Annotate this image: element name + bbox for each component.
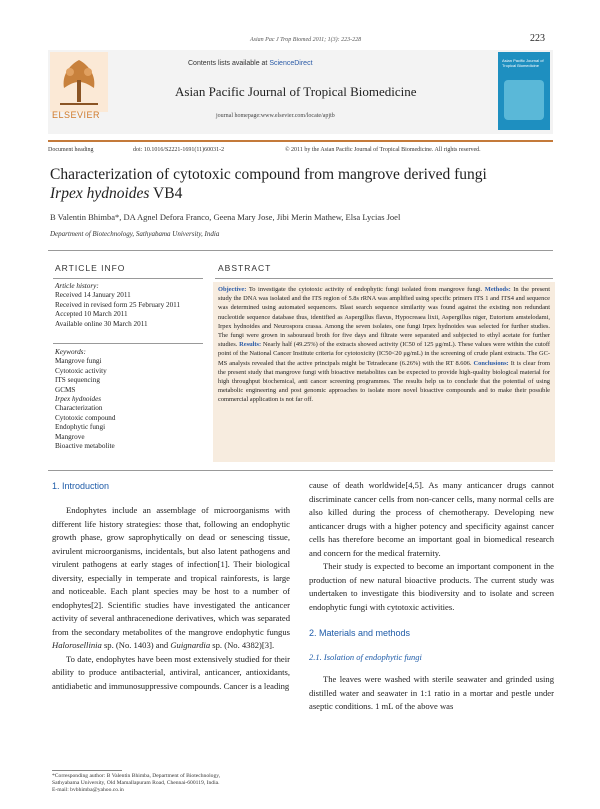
keyword-item: Endophytic fungi [55, 423, 106, 432]
title-strain: VB4 [149, 185, 183, 202]
cover-graphic [504, 80, 544, 120]
article-title [50, 165, 487, 203]
journal-cover-image [498, 52, 550, 130]
keyword-item: Bioactive metabolite [55, 442, 115, 451]
copyright: © 2011 by the Asian Pacific Journal of Tropical Biomedicine. All rights reserved. [285, 147, 481, 153]
affiliation: Department of Biotechnology, Sathyabama University, India [50, 230, 220, 238]
masthead [48, 50, 553, 134]
intro-genus-1: Halorosellinia [52, 640, 102, 650]
objective-label: Objective: [218, 286, 247, 293]
journal-homepage[interactable]: journal homepage:www.elsevier.com/locate/apjtb [216, 113, 335, 119]
keyword-item: GCMS [55, 385, 76, 394]
masthead-rule [48, 140, 553, 142]
intro-p1-mid: sp. (No. 1403) and [101, 640, 171, 650]
objective-text: To investigate the cytotoxic activity of endophytic fungi isolated from mangrove fungi. [246, 286, 483, 293]
keyword-item: Irpex hydnoides [55, 395, 102, 404]
keyword-item: Characterization [55, 404, 103, 413]
sciencedirect-link[interactable]: ScienceDirect [269, 60, 313, 67]
methods-text: In the present study the DNA was isolated and the ITS region of 5.8s rRNA was amplified using specific primers ITS 1 and ITS4 and sequence was determined using automated sequencers. Blast search sequence similarity was found against the existing non redundant nucleotide sequence database thus, identified as Aspergillus flavus, Hypocreaea lixii, Aspergillus niger, Eutorium amstelodami, Irpex hydnoides and Neurospora crassa. Among the seven isolates, one fungi Irpex hydnoides was selected for further studies. The fungi were grown in sabouraud broth for five days and filtrate were separated and subjected to ethyl acetate for further studies. [218, 286, 550, 349]
results-label: Results: [239, 341, 262, 349]
conclusions-text: It is clear from the present study that mangrove fungi with bioactive metabolites can be expected to provide high-quality biological material for high throughput biochemical, anti cancer screening programmes. The results help us to conclude that the potential of using metabolic engineering and post genomic approaches to isolate more novel bioactive compounds and to make their possible commercial application is not far off. [218, 359, 550, 404]
title-species: Irpex hydnoides [50, 185, 150, 202]
keyword-item: Cytotoxic activity [55, 366, 107, 375]
article-info-rule [53, 278, 203, 279]
methods-column [309, 673, 554, 714]
keyword-item: Cytotoxic compound [55, 413, 116, 422]
methods-heading: 2. Materials and methods [309, 628, 411, 638]
keyword-item: Mangrove fungi [55, 357, 102, 366]
article-info-heading: ARTICLE INFO [55, 263, 126, 273]
history-revised: Received in revised form 25 February 2011 [55, 300, 181, 309]
keywords [55, 348, 205, 451]
footnote-email: E-mail: bvbhimba@yahoo.co.in [52, 787, 124, 793]
footnote [52, 773, 292, 794]
footnote-rule [52, 770, 122, 771]
affiliation-rule [48, 250, 553, 251]
page-number: 223 [530, 33, 545, 44]
footnote-line-2: Sathyabama University, Old Mamallapuram Road, Chennai-600119, India. [52, 780, 220, 786]
keywords-rule [53, 343, 203, 344]
history-received: Received 14 January 2011 [55, 291, 131, 300]
abstract-text [213, 282, 555, 408]
title-line-1: Characterization of cytotoxic compound from mangrove derived fungi [50, 166, 487, 183]
keyword-item: ITS sequencing [55, 376, 100, 385]
history-accepted: Accepted 10 March 2011 [55, 310, 128, 319]
intro-paragraph-1 [52, 504, 290, 653]
doi: doi: 10.1016/S2221-1691(11)60031-2 [133, 147, 225, 153]
document-heading: Document heading [48, 147, 94, 153]
intro-heading: 1. Introduction [52, 481, 110, 491]
publisher-name: ELSEVIER [52, 110, 101, 120]
keywords-label: Keywords: [55, 348, 86, 356]
cover-title: Asian Pacific Journal of Tropical Biomedicine [502, 58, 544, 68]
abstract-heading: ABSTRACT [218, 263, 272, 273]
intro-genus-2: Guignardia [170, 640, 211, 650]
footnote-line-1: *Corresponding author: B Valentin Bhimba, Department of Biotechnology, [52, 773, 221, 779]
contents-line [188, 60, 313, 67]
intro-left-column [52, 504, 290, 693]
conclusions-label: Conclusions: [473, 359, 509, 367]
abstract-bottom-rule [48, 470, 553, 471]
intro-p1-text: Endophytes include an assemblage of microorganisms with different life history strategies: those that, following an endophytic growth phase, grow saprophytically on dead or senescing tissue, avirulent microorganisms, incidentals, but also latent pathogens and virulent pathogens at early stages of infection[1]. Their biological diversity, especially in temperate and tropical rainforests, is large and noticeable. Each plant species may be host to a number of endophytes[2]. Scientific studies have investigated the anticancer activity of several anthracenedione derivatives, which was separated from the secondary metabolites of the mangrove endophytic fungus [52, 505, 290, 637]
history-online: Available online 30 March 2011 [55, 319, 148, 328]
intro-right-paragraph-1: cause of death worldwide[4,5]. As many anticancer drugs cannot discriminate cancer cells from non-cancer cells, many normal cells are also killed during the process of chemotherapy. Developing new anticancer drugs with a higher potency and specificity against cancer cells has therefore become an important goal in biomedical research and concern for the medical fraternity. [309, 480, 554, 558]
journal-name: Asian Pacific Journal of Tropical Biomedicine [175, 84, 417, 99]
authors: B Valentin Bhimba*, DA Agnel Defora Franco, Geena Mary Jose, Jibi Merin Mathew, Elsa Lycias Joel [50, 212, 401, 222]
contents-prefix: Contents lists available at [188, 60, 270, 67]
methods-subheading: 2.1. Isolation of endophytic fungi [309, 652, 422, 662]
running-header-ref: Asian Pac J Trop Biomed 2011; 1(3): 223-228 [250, 37, 362, 43]
abstract-rule [215, 278, 553, 279]
intro-right-paragraph-2: Their study is expected to become an important component in the production of new natural bioactive products. The current study was undertaken to investigate this biodiversity and to isolate and screen endophytic fungi with cytotoxic activities. [309, 561, 554, 612]
intro-p1-end: sp. (No. 4382)[3]. [210, 640, 275, 650]
keyword-item: Mangrove [55, 432, 85, 441]
intro-right-column [309, 479, 554, 614]
abstract-box [213, 282, 555, 462]
results-text: Nearly half (49.25%) of the extracts showed activity (IC50 of 125 μg/mL). These values were within the cutoff point of the National Cancer Institute criteria for cytotoxicity (IC50<20 μg/mL) in the screening of crude plant extracts. The GC-MS analysis revealed that the active principals might be Tetradecane (6.26%) with the RT 8.606. [218, 341, 550, 367]
intro-paragraph-2: To date, endophytes have been most extensively studied for their ability to produce antibacterial, antiviral, anticancer, antioxidants, antidiabetic and immunosuppressive compounds. Cancer is a leading [52, 653, 290, 691]
title-line-2 [50, 184, 487, 203]
article-history [55, 282, 205, 329]
elsevier-logo [50, 52, 108, 122]
methods-paragraph-1: The leaves were washed with sterile seawater and grinded using distilled water and seawater in 1:1 ratio in a mortar and pestle under aseptic conditions. 1 mL of the above was [309, 674, 554, 711]
methods-label: Methods: [484, 286, 511, 293]
history-label: Article history: [55, 282, 99, 290]
